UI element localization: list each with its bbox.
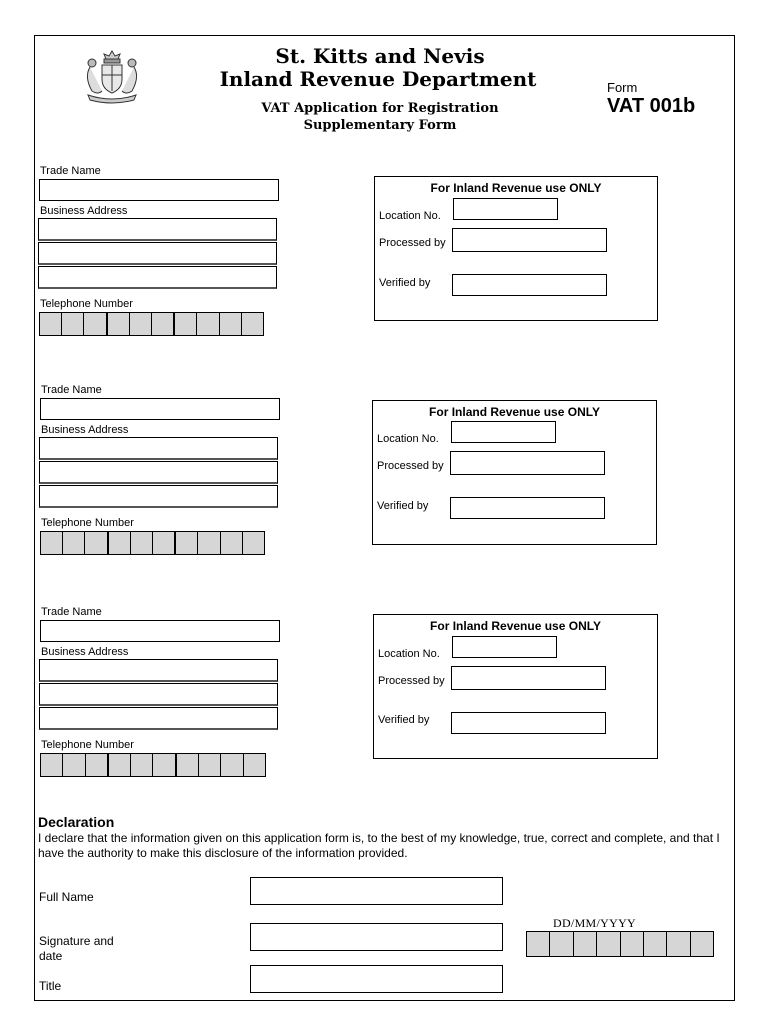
phone-digit-cell[interactable]	[221, 754, 243, 776]
phone-digit-cell[interactable]	[152, 313, 175, 335]
form-subtitle-line2: Supplementary Form	[303, 118, 457, 133]
verified-by-label: Verified by	[377, 500, 429, 512]
address-line-1-input[interactable]	[38, 218, 277, 241]
declaration-text: I declare that the information given on this application form is, to the best of my knowledge, true, correct and complete, and that I have the authority to make this disclosure of the information provided.	[38, 831, 720, 860]
phone-digit-cell[interactable]	[40, 313, 62, 335]
location-no-label: Location No.	[379, 210, 441, 222]
trade-name-label: Trade Name	[41, 606, 102, 618]
country-title: St. Kitts and Nevis	[275, 44, 485, 68]
location-no-input[interactable]	[452, 636, 557, 658]
date-digit-cell[interactable]	[644, 932, 667, 956]
processed-by-input[interactable]	[452, 228, 607, 252]
date-digit-cell[interactable]	[691, 932, 713, 956]
processed-by-input[interactable]	[450, 451, 605, 475]
phone-digit-cell[interactable]	[109, 754, 131, 776]
location-no-input[interactable]	[453, 198, 558, 220]
telephone-number-input[interactable]	[39, 312, 264, 336]
phone-digit-cell[interactable]	[131, 754, 153, 776]
phone-digit-cell[interactable]	[198, 532, 220, 554]
date-digit-cell[interactable]	[667, 932, 690, 956]
verified-by-input[interactable]	[451, 712, 606, 734]
telephone-number-input[interactable]	[40, 531, 265, 555]
phone-digit-cell[interactable]	[175, 313, 197, 335]
address-line-2-input[interactable]	[39, 683, 278, 706]
trade-name-input[interactable]	[40, 620, 280, 642]
phone-digit-cell[interactable]	[109, 532, 131, 554]
form-code: VAT 001b	[607, 95, 696, 117]
telephone-number-input[interactable]	[40, 753, 266, 777]
verified-by-label: Verified by	[378, 714, 430, 726]
phone-digit-cell[interactable]	[63, 754, 85, 776]
date-digit-cell[interactable]	[597, 932, 620, 956]
office-use-heading: For Inland Revenue use ONLY	[429, 405, 600, 419]
verified-by-input[interactable]	[450, 497, 605, 519]
phone-digit-cell[interactable]	[176, 532, 198, 554]
business-address-label: Business Address	[41, 646, 129, 658]
phone-digit-cell[interactable]	[108, 313, 130, 335]
form-subtitle-line1: VAT Application for Registration	[261, 101, 499, 116]
phone-digit-cell[interactable]	[177, 754, 199, 776]
phone-digit-cell[interactable]	[220, 313, 242, 335]
date-digit-cell[interactable]	[527, 932, 550, 956]
phone-digit-cell[interactable]	[41, 532, 63, 554]
trade-name-input[interactable]	[40, 398, 280, 420]
date-digit-cell[interactable]	[621, 932, 644, 956]
business-address-label: Business Address	[40, 205, 128, 217]
phone-digit-cell[interactable]	[243, 532, 264, 554]
office-use-heading: For Inland Revenue use ONLY	[430, 619, 601, 633]
address-line-3-input[interactable]	[38, 266, 277, 289]
department-title: Inland Revenue Department	[219, 67, 537, 91]
address-line-2-input[interactable]	[39, 461, 278, 484]
phone-digit-cell[interactable]	[131, 532, 153, 554]
address-line-3-input[interactable]	[39, 707, 278, 730]
telephone-label: Telephone Number	[41, 517, 134, 529]
phone-digit-cell[interactable]	[41, 754, 63, 776]
date-input[interactable]	[526, 931, 714, 957]
form-label: Form	[607, 80, 638, 95]
address-line-1-input[interactable]	[39, 659, 278, 682]
address-line-3-input[interactable]	[39, 485, 278, 508]
signature-input[interactable]	[250, 923, 503, 951]
processed-by-label: Processed by	[379, 237, 446, 249]
verified-by-input[interactable]	[452, 274, 607, 296]
verified-by-label: Verified by	[379, 277, 431, 289]
phone-digit-cell[interactable]	[221, 532, 243, 554]
phone-digit-cell[interactable]	[84, 313, 107, 335]
phone-digit-cell[interactable]	[153, 532, 176, 554]
phone-digit-cell[interactable]	[242, 313, 263, 335]
location-no-label: Location No.	[378, 648, 440, 660]
phone-digit-cell[interactable]	[62, 313, 84, 335]
address-line-1-input[interactable]	[39, 437, 278, 460]
location-no-input[interactable]	[451, 421, 556, 443]
full-name-label: Full Name	[39, 890, 94, 904]
phone-digit-cell[interactable]	[199, 754, 221, 776]
processed-by-label: Processed by	[377, 460, 444, 472]
trade-name-input[interactable]	[39, 179, 279, 201]
processed-by-label: Processed by	[378, 675, 445, 687]
phone-digit-cell[interactable]	[244, 754, 265, 776]
location-no-label: Location No.	[377, 433, 439, 445]
phone-digit-cell[interactable]	[85, 532, 108, 554]
business-address-label: Business Address	[41, 424, 129, 436]
telephone-label: Telephone Number	[40, 298, 133, 310]
telephone-label: Telephone Number	[41, 739, 134, 751]
title-label: Title	[39, 979, 62, 993]
signature-date-label: Signature and date	[39, 934, 114, 963]
trade-name-label: Trade Name	[40, 165, 101, 177]
date-digit-cell[interactable]	[550, 932, 573, 956]
phone-digit-cell[interactable]	[86, 754, 109, 776]
date-digit-cell[interactable]	[574, 932, 597, 956]
phone-digit-cell[interactable]	[130, 313, 152, 335]
processed-by-input[interactable]	[451, 666, 606, 690]
phone-digit-cell[interactable]	[63, 532, 85, 554]
date-format-label: DD/MM/YYYY	[553, 916, 637, 930]
coat-of-arms-logo	[82, 47, 142, 105]
full-name-input[interactable]	[250, 877, 503, 905]
declaration-heading: Declaration	[38, 814, 115, 830]
phone-digit-cell[interactable]	[197, 313, 219, 335]
title-input[interactable]	[250, 965, 503, 993]
address-line-2-input[interactable]	[38, 242, 277, 265]
phone-digit-cell[interactable]	[153, 754, 176, 776]
trade-name-label: Trade Name	[41, 384, 102, 396]
office-use-heading: For Inland Revenue use ONLY	[430, 181, 602, 195]
